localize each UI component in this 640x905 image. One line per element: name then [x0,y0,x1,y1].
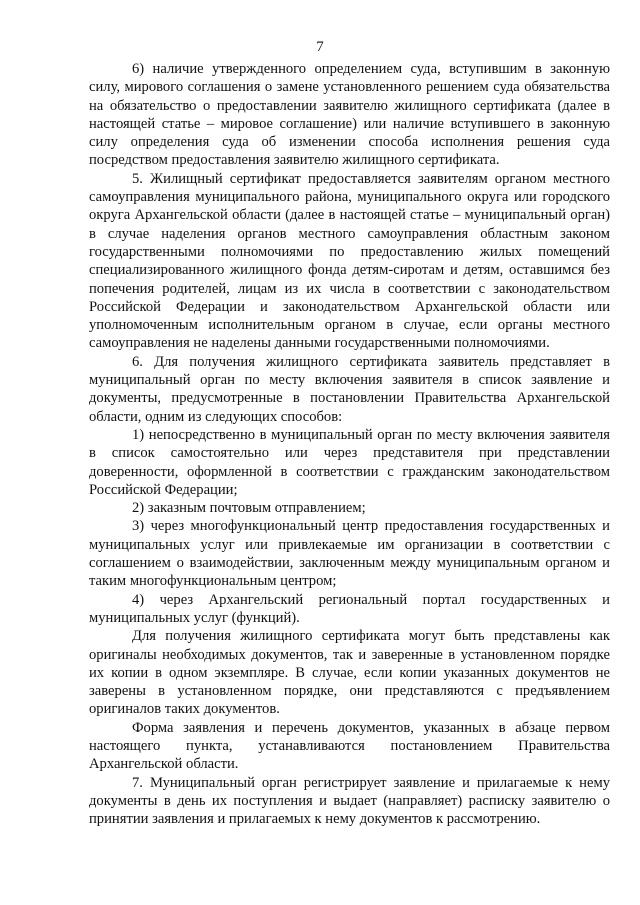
paragraph-method-1-in-person: 1) непосредственно в муниципальный орган по месту включения заявителя в список самостоятельно или через представителя при представлении доверенности, оформленной в соответствии с гражданским законодательством Российской Федерации; [89,426,610,498]
paragraph-method-2-registered-mail: 2) заказным почтовым отправлением; [132,500,366,517]
document-body [89,60,610,828]
paragraph-application-form: Форма заявления и перечень документов, указанных в абзаце первом настоящего пункта, устанавливаются постановлением Правительства Архангельской области. [89,719,610,773]
paragraph-method-3-mfc: 3) через многофункциональный центр предоставления государственных и муниципальных услуг или привлекаемые им организации в соответствии с соглашением о взаимодействии, заключенным между муниципальным органом и таким многофункциональным центром; [89,518,610,590]
paragraph-7-registration: 7. Муниципальный орган регистрирует заявление и прилагаемые к нему документы в день их поступления и выдает (направляет) расписку заявителю о принятии заявления и прилагаемых к нему документов к рассмотрению. [89,774,610,828]
paragraph-item-6-court-settlement: 6) наличие утвержденного определением суда, вступившим в законную силу, мирового соглашения о замене установленного решением суда обязательства на обязательство о предоставлении заявителю жилищного сертификата (далее в настоящей статье – мировое соглашение) или наличие вступившего в законную силу определения суда об изменении способа исполнения решения суда посредством предоставления заявителю жилищного сертификата. [89,61,610,169]
paragraph-method-4-regional-portal: 4) через Архангельский региональный портал государственных и муниципальных услуг (функций). [89,591,610,626]
paragraph-5-certificate-provider: 5. Жилищный сертификат предоставляется заявителям органом местного самоуправления муниципального района, муниципального округа или городского округа Архангельской области (далее в настоящей статье – муниципальный орган) в случае наделения органов местного самоуправления областным законом государственными полномочиями по предоставлению жилых помещений специализированного жилищного фонда детям-сиротам и детям, оставшимся без попечения родителей, лицам из их числа в соответствии с законодательством Российской Федерации и законодательством Архангельской области или уполномоченным исполнительным органом в случае, если органы местного самоуправления не наделены данными государственными полномочиями. [89,170,610,352]
page-number: 7 [316,39,324,55]
paragraph-6-application-submission: 6. Для получения жилищного сертификата заявитель представляет в муниципальный орган по месту включения заявителя в список заявление и документы, предусмотренные в постановлении Правительства Архангельской области, одним из следующих способов: [89,353,610,425]
paragraph-documents-copies: Для получения жилищного сертификата могут быть представлены как оригиналы необходимых документов, так и заверенные в установленном порядке их копии в одном экземпляре. В случае, если копии указанных документов не заверены в установленном порядке, они представляются с предъявлением оригиналов таких документов. [89,628,610,718]
